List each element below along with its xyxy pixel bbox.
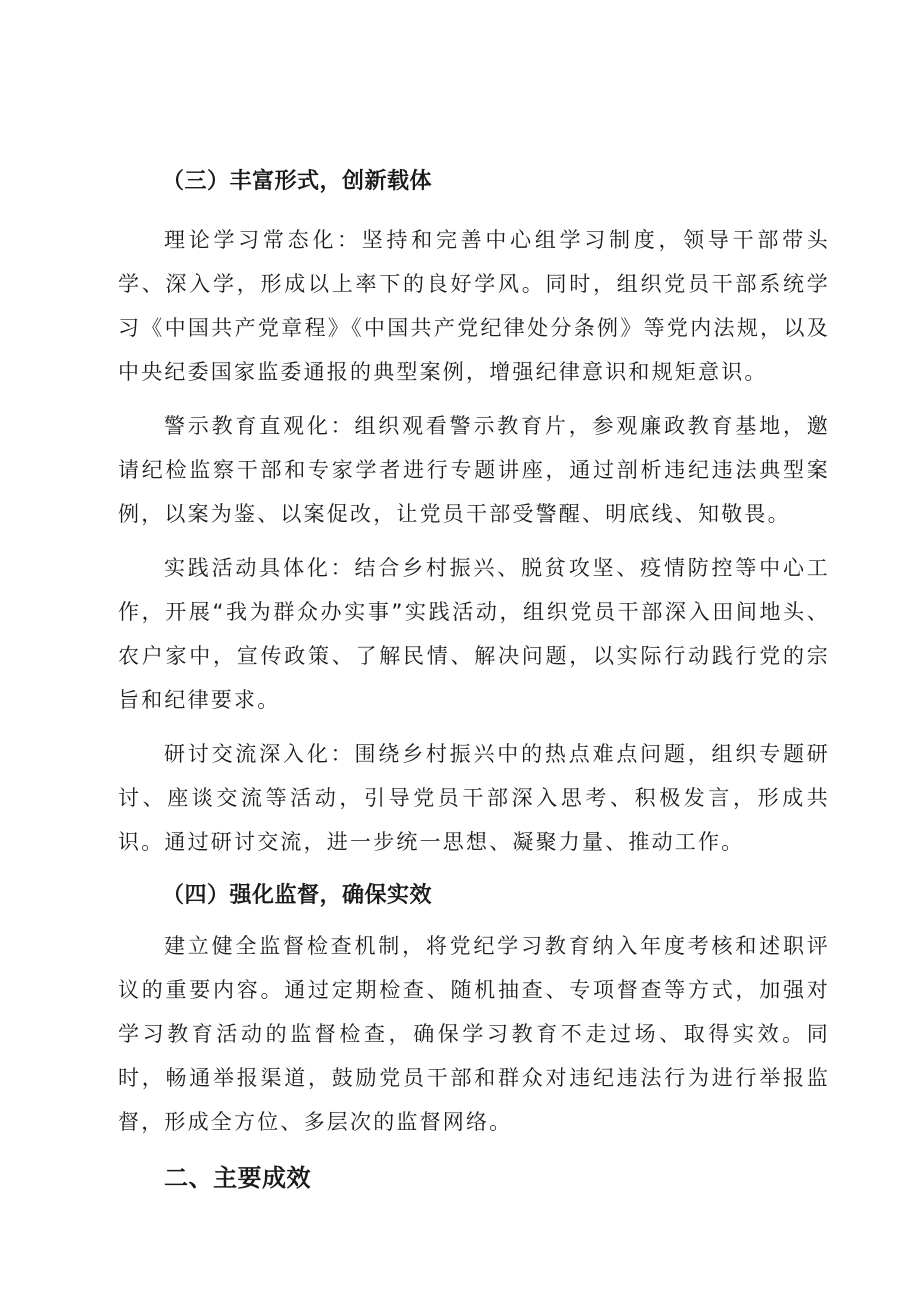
paragraph-practice-activities: 实践活动具体化：结合乡村振兴、脱贫攻坚、疫情防控等中心工作，开展“我为群众办实事”实践活动，组织党员干部深入田间地头、农户家中，宣传政策、了解民情、解决问题，以实际行动践行党的宗旨和纪律要求。 bbox=[118, 556, 830, 712]
document-body bbox=[118, 160, 830, 1200]
section-heading-4: （四）强化监督，确保实效 bbox=[162, 883, 433, 908]
section-heading-3: （三）丰富形式，创新载体 bbox=[162, 169, 433, 194]
paragraph-warning-education: 警示教育直观化：组织观看警示教育片，参观廉政教育基地，邀请纪检监察干部和专家学者进行专题讲座，通过剖析违纪违法典型案例，以案为鉴、以案促改，让党员干部受警醒、明底线、知敬畏。 bbox=[118, 414, 830, 526]
paragraph-theory-study: 理论学习常态化：坚持和完善中心组学习制度，领导干部带头学、深入学，形成以上率下的良好学风。同时，组织党员干部系统学习《中国共产党章程》《中国共产党纪律处分条例》等党内法规，以及中央纪委国家监委通报的典型案例，增强纪律意识和规矩意识。 bbox=[118, 228, 830, 384]
paragraph-supervision: 建立健全监督检查机制，将党纪学习教育纳入年度考核和述职评议的重要内容。通过定期检查、随机抽查、专项督查等方式，加强对学习教育活动的监督检查，确保学习教育不走过场、取得实效。同时，畅通举报渠道，鼓励党员干部和群众对违纪违法行为进行举报监督，形成全方位、多层次的监督网络。 bbox=[118, 934, 830, 1134]
paragraph-discussion-exchange: 研讨交流深入化：围绕乡村振兴中的热点难点问题，组织专题研讨、座谈交流等活动，引导党员干部深入思考、积极发言，形成共识。通过研讨交流，进一步统一思想、凝聚力量、推动工作。 bbox=[118, 742, 830, 854]
main-heading-results: 二、主要成效 bbox=[164, 1164, 311, 1192]
